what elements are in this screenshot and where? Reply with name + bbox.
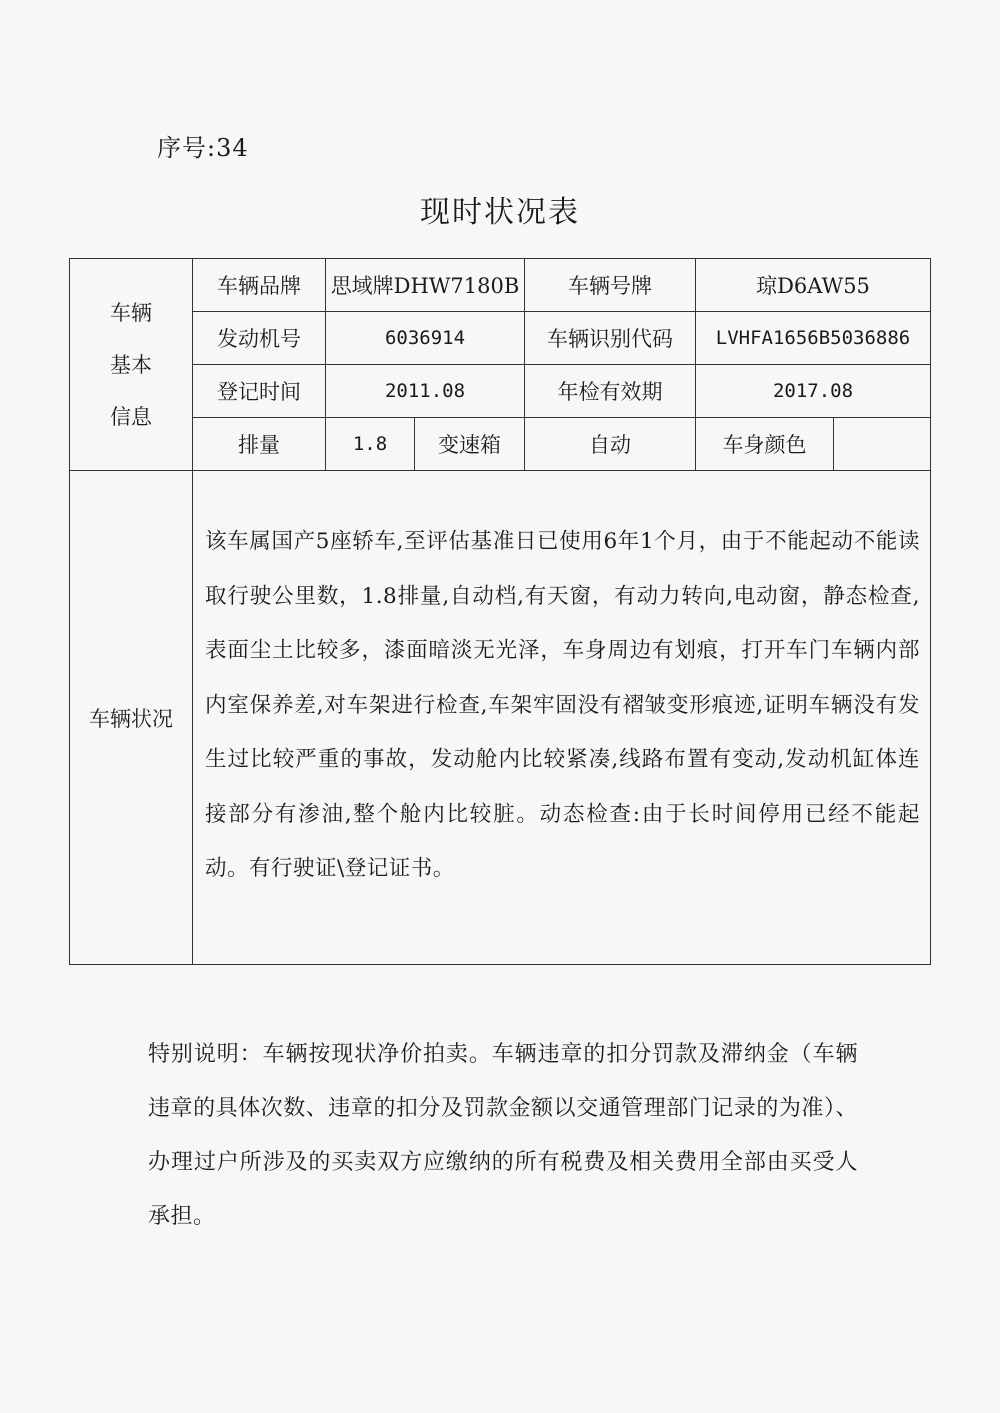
registration-value: 2011.08 bbox=[326, 365, 525, 418]
table-row bbox=[70, 312, 931, 365]
gearbox-value: 自动 bbox=[525, 418, 696, 471]
vehicle-status-text: 该车属国产5座轿车,至评估基准日已使用6年1个月，由于不能起动不能读取行驶公里数，1.8排量,自动档,有天窗，有动力转向,电动窗，静态检查,表面尘土比较多，漆面暗淡无光泽，车身周边有划痕，打开车门车辆内部内室保养差,对车架进行检查,车架牢固没有褶皱变形痕迹,证明车辆没有发生过比较严重的事故，发动舱内比较紧凑,线路布置有变动,发动机缸体连接部分有渗油,整个舱内比较脏。动态检查:由于长时间停用已经不能起动。有行驶证\登记证书。 bbox=[193, 471, 931, 965]
brand-value: 思域牌DHW7180B bbox=[326, 259, 525, 312]
plate-label: 车辆号牌 bbox=[525, 259, 696, 312]
group-label-line: 基本 bbox=[110, 352, 152, 377]
vehicle-info-table bbox=[69, 258, 931, 965]
gearbox-label: 变速箱 bbox=[415, 418, 525, 471]
brand-label: 车辆品牌 bbox=[193, 259, 326, 312]
plate-value: 琼D6AW55 bbox=[696, 259, 931, 312]
serial-number: 序号:34 bbox=[157, 134, 249, 162]
vehicle-status-label: 车辆状况 bbox=[70, 471, 193, 965]
displacement-label: 排量 bbox=[193, 418, 326, 471]
displacement-value: 1.8 bbox=[326, 418, 415, 471]
basic-info-header bbox=[70, 259, 193, 471]
table-row bbox=[70, 259, 931, 312]
table-row bbox=[70, 471, 931, 965]
table-row bbox=[70, 365, 931, 418]
engine-label: 发动机号 bbox=[193, 312, 326, 365]
group-label-line: 车辆 bbox=[110, 300, 152, 325]
body-color-label: 车身颜色 bbox=[696, 418, 834, 471]
body-color-value bbox=[834, 418, 931, 471]
registration-label: 登记时间 bbox=[193, 365, 326, 418]
inspection-label: 年检有效期 bbox=[525, 365, 696, 418]
inspection-value: 2017.08 bbox=[696, 365, 931, 418]
vin-value: LVHFA1656B5036886 bbox=[696, 312, 931, 365]
engine-value: 6036914 bbox=[326, 312, 525, 365]
vin-label: 车辆识别代码 bbox=[525, 312, 696, 365]
group-label-line: 信息 bbox=[110, 404, 152, 429]
special-note: 特别说明：车辆按现状净价拍卖。车辆违章的扣分罚款及滞纳金（车辆违章的具体次数、违章的扣分及罚款金额以交通管理部门记录的为准）、办理过户所涉及的买卖双方应缴纳的所有税费及相关费用全部由买受人承担。 bbox=[148, 1042, 858, 1229]
table-row bbox=[70, 418, 931, 471]
document-title: 现时状况表 bbox=[420, 195, 580, 230]
